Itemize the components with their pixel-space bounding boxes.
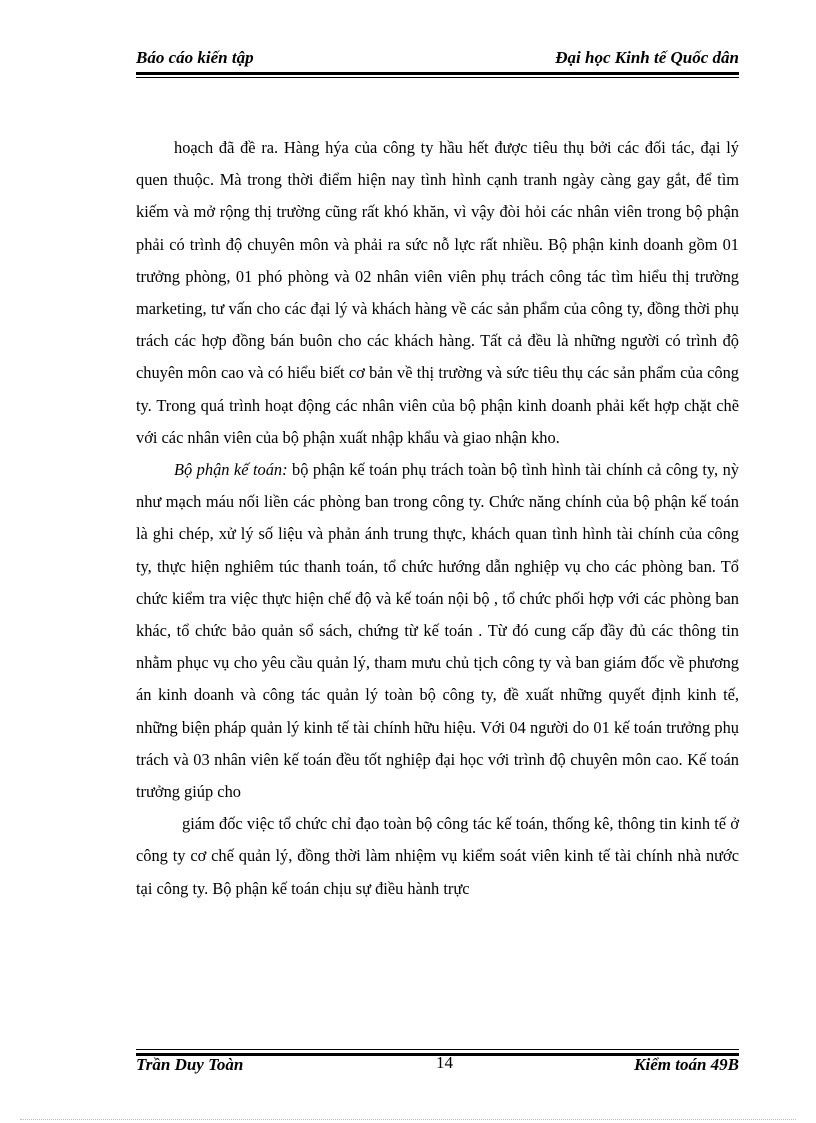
paragraph-text: bộ phận kế toán phụ trách toàn bộ tình hình tài chính cả công ty, nỳ như mạch máu nối liền các phòng ban trong công ty. Chức năng chính của bộ phận kế toán là ghi chép, xử lý số liệu và phản ánh trung thực, khách quan tình hình tài chính của công ty, thực hiện nghiêm túc thanh toán, tổ chức hướng dẫn nghiệp vụ cho các phòng ban. Tổ chức kiểm tra việc thực hiện chế độ và kế toán nội bộ , tổ chức phối hợp với các phòng ban khác, tổ chức bảo quản sổ sách, chứng từ kế toán . Từ đó cung cấp đầy đủ các thông tin nhằm phục vụ cho yêu cầu quản lý, tham mưu chủ tịch công ty và ban giám đốc về phương án kinh doanh và công tác quản lý toàn bộ công ty, đề xuất những quyết định kinh tế, những biện pháp quản lý kinh tế tài chính hữu hiệu. Với 04 người do 01 kế toán trưởng phụ trách và 03 nhân viên kế toán đều tốt nghiệp đại học với trình độ chuyên môn cao. Kế toán trưởng giúp cho bbox=[136, 460, 739, 802]
header-university: Đại học Kinh tế Quốc dân bbox=[555, 48, 739, 67]
page-edge-divider bbox=[20, 1119, 796, 1120]
body-text bbox=[136, 132, 739, 905]
header-report-title: Báo cáo kiến tập bbox=[136, 48, 254, 67]
footer-rule-thin bbox=[136, 1049, 739, 1050]
paragraph-text: giám đốc việc tổ chức chỉ đạo toàn bộ công tác kế toán, thống kê, thông tin kinh tế ở công ty cơ chế quản lý, đồng thời làm nhiệm vụ kiểm soát viên kinh tế tài chính nhà nước tại công ty. Bộ phận kế toán chịu sự điều hành trực bbox=[136, 814, 739, 898]
header-rule-thin bbox=[136, 77, 739, 78]
header-rule-thick bbox=[136, 72, 739, 75]
footer-author: Trần Duy Toàn bbox=[136, 1055, 244, 1074]
page-header bbox=[136, 48, 739, 74]
paragraph-lead-accounting: Bộ phận kế toán: bbox=[174, 460, 288, 480]
paragraph-sales bbox=[136, 132, 739, 454]
page-number: 14 bbox=[436, 1053, 453, 1072]
paragraph-text: hoạch đã đề ra. Hàng hýa của công ty hầu hết được tiêu thụ bởi các đối tác, đại lý quen thuộc. Mà trong thời điểm hiện nay tình hình cạnh tranh ngày càng gay gắt, để tìm kiếm và mở rộng thị trường cũng rất khó khăn, vì vậy đòi hỏi các nhân viên trong bộ phận phải có trình độ chuyên môn và phải ra sức nỗ lực rất nhiều. Bộ phận kinh doanh gồm 01 trưởng phòng, 01 phó phòng và 02 nhân viên viên phụ trách công tác tìm hiểu thị trường marketing, tư vấn cho các đại lý và khách hàng về các sản phẩm của công ty, đồng thời phụ trách các hợp đồng bán buôn cho các khách hàng. Tất cả đều là những người có trình độ chuyên môn cao và có hiểu biết cơ bản về thị trường và sức tiêu thụ các sản phẩm của công ty. Trong quá trình hoạt động các nhân viên của bộ phận kinh doanh phải kết hợp chặt chẽ với các nhân viên của bộ phận xuất nhập khẩu và giao nhận kho. bbox=[136, 138, 739, 447]
footer-class: Kiểm toán 49B bbox=[634, 1055, 739, 1074]
page-footer bbox=[136, 1053, 739, 1079]
paragraph-accounting bbox=[136, 454, 739, 808]
paragraph-chief-accountant bbox=[136, 808, 739, 905]
